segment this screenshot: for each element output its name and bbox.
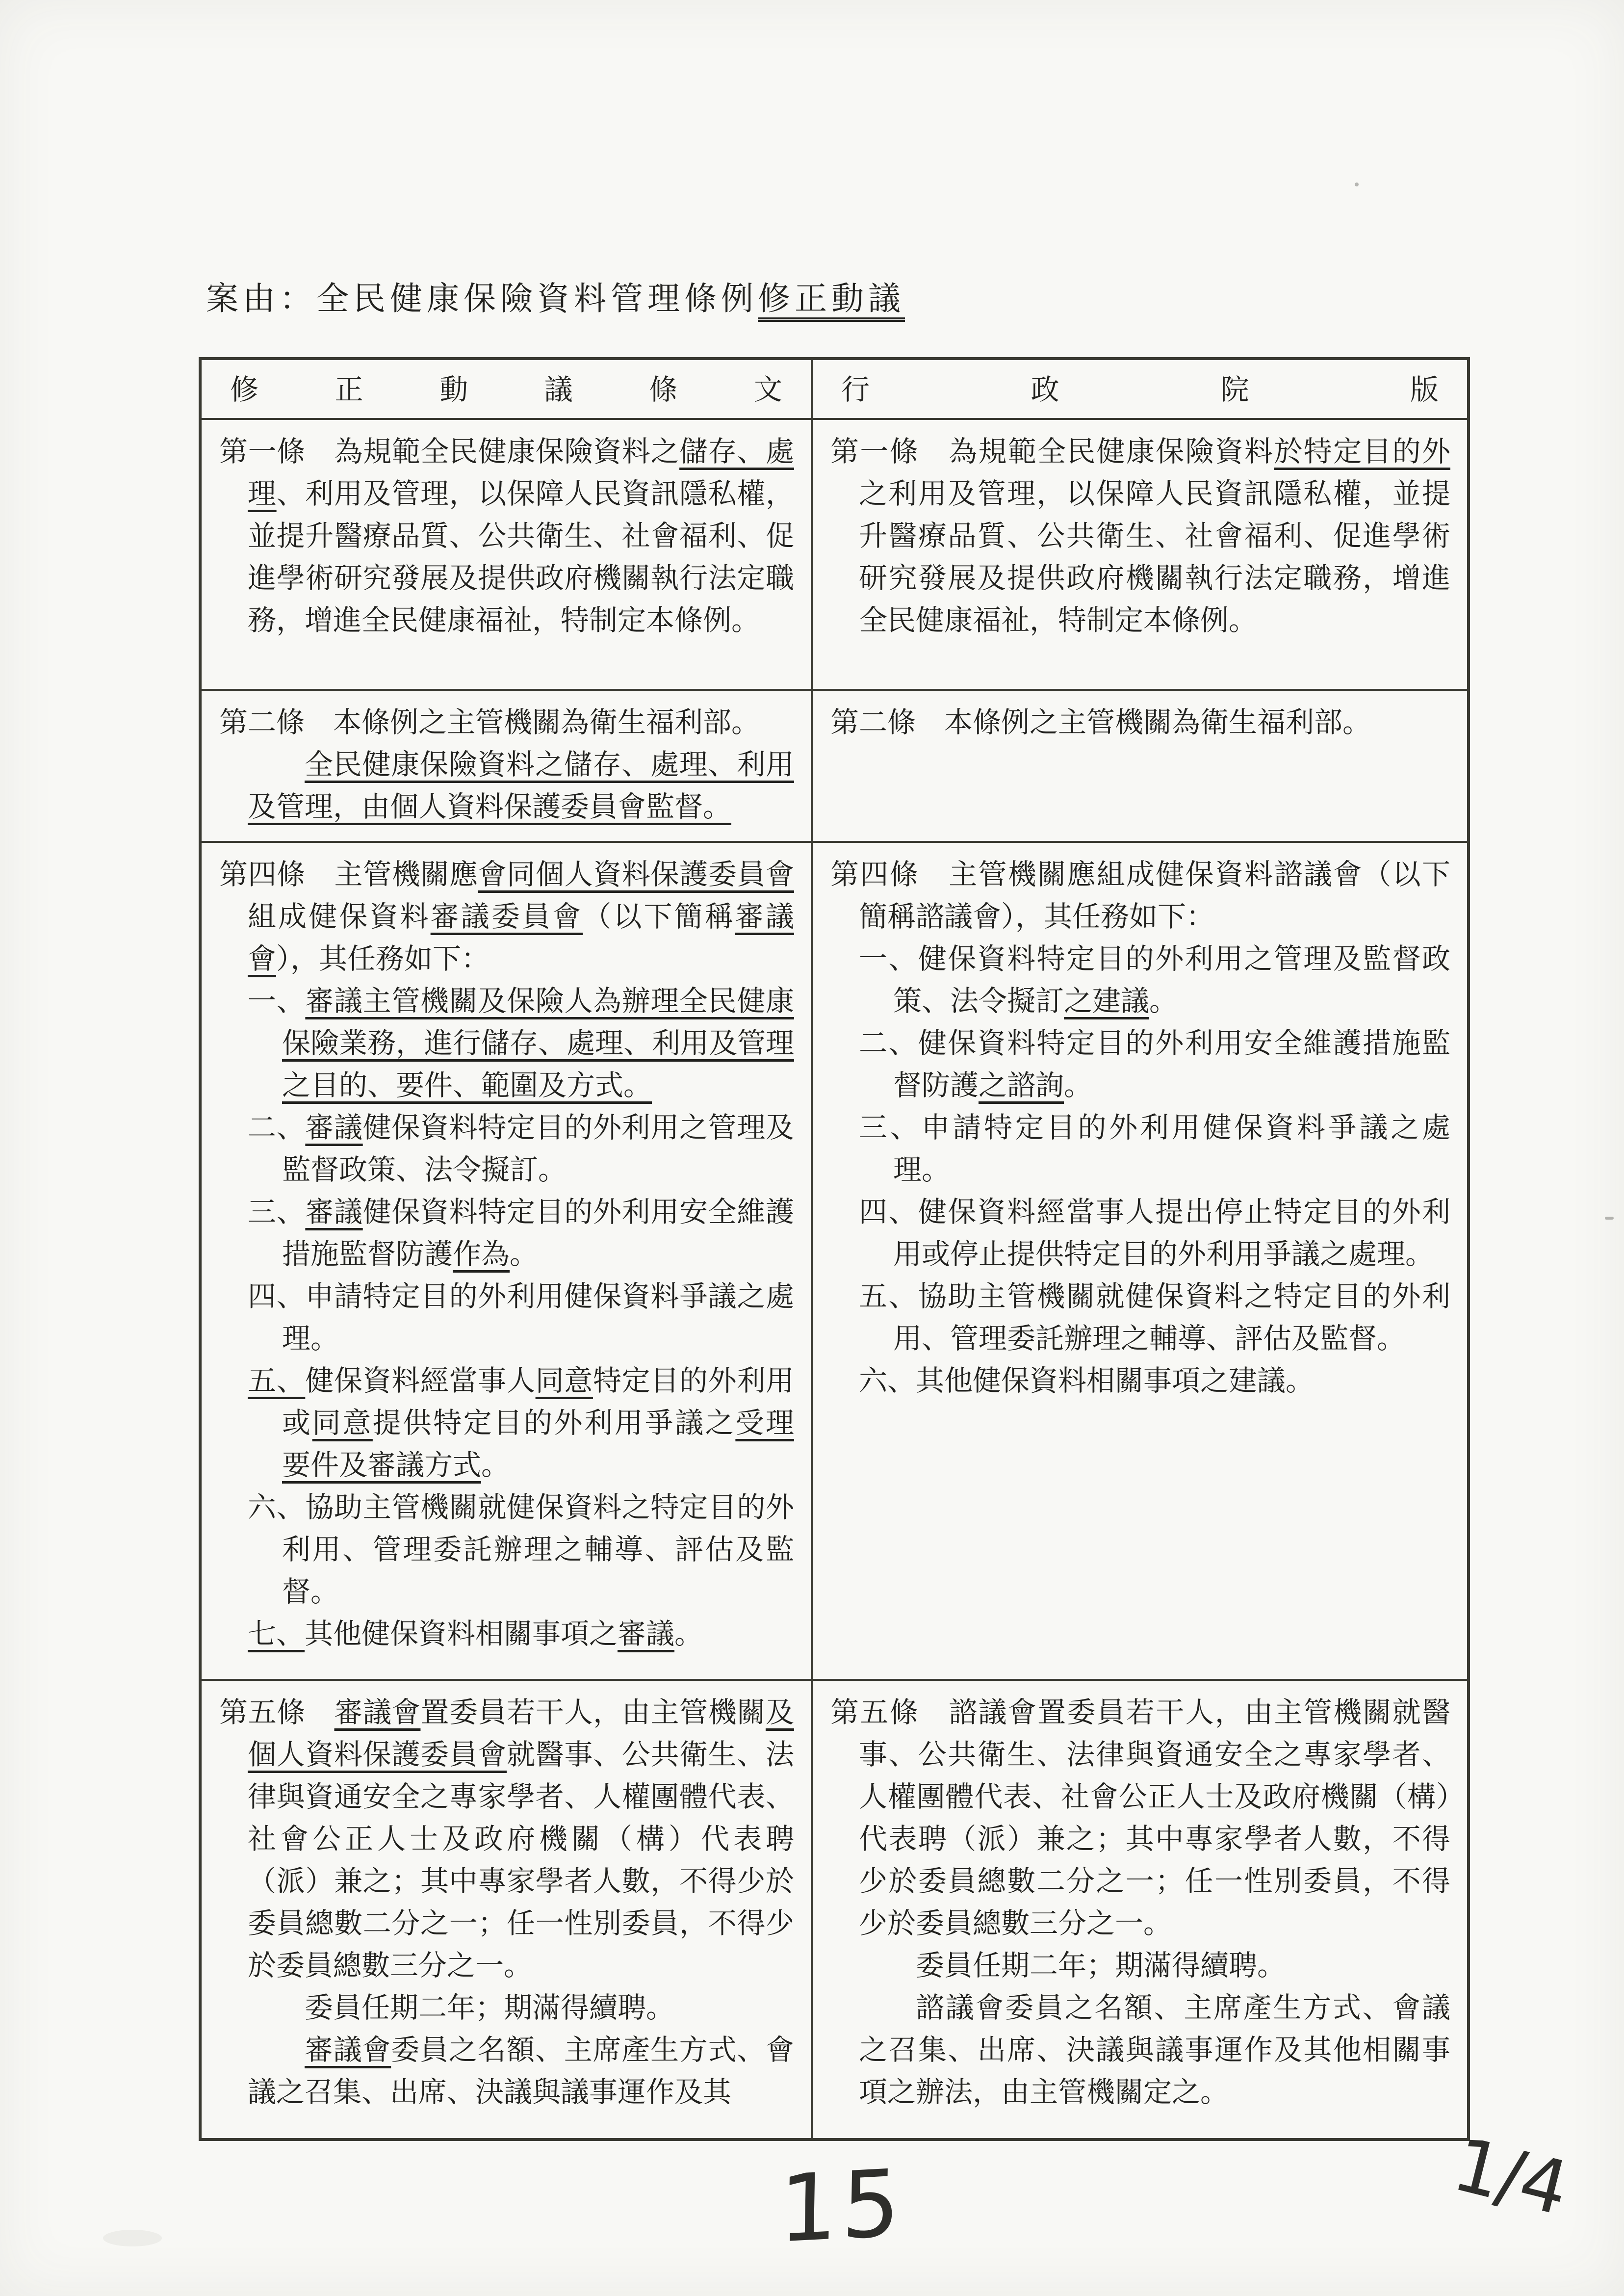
- text-segment: 第二條 本條例之主管機關為衛生福利部。: [830, 706, 1371, 738]
- paragraph: [219, 1276, 794, 1360]
- text-segment: 四、申請特定目的外利用健保資料爭議之處理。: [248, 1280, 794, 1355]
- text-segment: 二、健保資料特定目的外利用安全維護措施監督防護: [859, 1027, 1450, 1101]
- amendment-article-5-cell: [202, 1681, 813, 2138]
- paragraph: [219, 431, 794, 642]
- column-header-executive-version: 行政院版: [841, 374, 1439, 406]
- paragraph: [830, 854, 1450, 938]
- underlined-text-segment: 儲存、處理: [248, 436, 794, 510]
- paragraph: [830, 1107, 1450, 1191]
- text-segment: 三、: [248, 1196, 306, 1228]
- text-segment: 組成健保資料: [248, 901, 431, 933]
- underlined-text-segment: 之諮詢: [979, 1070, 1064, 1101]
- text-segment: 二、: [248, 1112, 306, 1144]
- underlined-text-segment: 審議委員會: [430, 901, 583, 933]
- paragraph: [830, 1022, 1450, 1107]
- paragraph: [219, 854, 794, 980]
- text-segment: 第一條 為規範全民健康保險資料之: [219, 436, 680, 468]
- underlined-text-segment: 審議主管機關及保險人為辦理全民健康保險業務，進行儲存、處理、利用及管理之目的、要件、範圍及方式。: [282, 985, 795, 1101]
- paragraph: [219, 1692, 794, 1987]
- text-segment: 提供特定目的外利用爭議之: [372, 1407, 736, 1439]
- text-segment: 委員任期二年；期滿得續聘。: [305, 1992, 675, 2024]
- text-segment: 第四條 主管機關應組成健保資料諮議會（以下簡稱諮議會），其任務如下：: [830, 859, 1450, 933]
- handwritten-page-number: 15: [778, 2149, 905, 2264]
- text-segment: 委員任期二年；期滿得續聘。: [916, 1950, 1286, 1982]
- paragraph: [219, 2029, 794, 2113]
- underlined-text-segment: 全民健康保險資料之儲存、處理、利用及管理，由個人資料保護委員會監督。: [248, 749, 794, 823]
- underlined-text-segment: 審議會: [248, 901, 794, 975]
- underlined-text-segment: 審議: [618, 1618, 675, 1650]
- executive-article-5-cell: [813, 1681, 1467, 2138]
- text-segment: 。: [481, 1449, 510, 1481]
- paragraph: [219, 702, 794, 744]
- executive-article-1-cell: [813, 420, 1467, 689]
- paragraph: [830, 1987, 1450, 2113]
- underlined-text-segment: 於特定目的外: [1274, 436, 1450, 468]
- paragraph: [219, 1613, 794, 1655]
- text-segment: ），其任務如下：: [276, 943, 490, 975]
- underlined-text-segment: 審議: [305, 1196, 363, 1228]
- text-segment: 置委員若干人，由主管機關: [420, 1696, 766, 1728]
- scan-speck: [1355, 183, 1359, 186]
- text-segment: 之利用及管理，以保障人民資訊隱私權，並提升醫療品質、公共衛生、社會福利、促進學術研究發展及提供政府機關執行法定職務，增進全民健康福祉，特制定本條例。: [859, 478, 1450, 636]
- scan-smudge: [103, 2230, 162, 2246]
- amendment-article-4-cell: [202, 843, 813, 1679]
- underlined-text-segment: 五、: [248, 1365, 306, 1397]
- text-segment: 四、健保資料經當事人提出停止特定目的外利用或停止提供特定目的外利用爭議之處理。: [859, 1196, 1450, 1270]
- text-segment: 。: [1149, 985, 1178, 1017]
- underlined-text-segment: 審議: [305, 1112, 363, 1144]
- paragraph: [219, 1107, 794, 1191]
- column-header-amendment-text: 修正動議條文: [202, 360, 813, 418]
- amendment-article-1-cell: [202, 420, 813, 689]
- text-segment: 。: [1064, 1070, 1093, 1101]
- comparison-table: [199, 357, 1470, 2141]
- underlined-text-segment: 會同個人資料保護委員會: [478, 859, 794, 890]
- text-segment: 第一條 為規範全民健康保險資料: [830, 436, 1274, 468]
- scan-speck: [1605, 1217, 1614, 1220]
- paragraph: [830, 431, 1450, 642]
- paragraph: [219, 1360, 794, 1487]
- paragraph: [219, 1987, 794, 2029]
- table-header-row: [202, 360, 1467, 418]
- paragraph: [830, 1360, 1450, 1402]
- underlined-text-segment: 之建議: [1064, 985, 1150, 1017]
- title-underlined-text: 修正動議: [758, 281, 905, 317]
- paragraph: [830, 702, 1450, 744]
- text-segment: 一、健保資料特定目的外利用之管理及監督政策、法令擬訂: [859, 943, 1450, 1017]
- underlined-text-segment: 受理要件及審議方式: [282, 1407, 794, 1481]
- paragraph: [830, 1191, 1450, 1276]
- underlined-text-segment: 同意: [312, 1407, 373, 1439]
- table-row-article-5: [202, 1679, 1467, 2138]
- paragraph: [830, 1276, 1450, 1360]
- text-segment: 三、申請特定目的外利用健保資料爭議之處理。: [859, 1112, 1450, 1186]
- text-segment: 第五條: [219, 1696, 335, 1728]
- underlined-text-segment: 七、: [248, 1618, 305, 1650]
- text-segment: （以下簡稱: [583, 901, 735, 933]
- paragraph: [219, 1487, 794, 1613]
- text-segment: 就醫事、公共衛生、法律與資通安全之專家學者、人權團體代表、社會公正人士及政府機關（構）代表聘（派）兼之；其中專家學者人數，不得少於委員總數二分之一；任一性別委員，不得少於委員總數三分之一。: [248, 1739, 794, 1982]
- table-row-article-1: [202, 418, 1467, 689]
- paragraph: [830, 1692, 1450, 1945]
- underlined-text-segment: 及個人資料保護委員會: [248, 1696, 794, 1771]
- executive-article-2-cell: [813, 691, 1467, 841]
- paragraph: [830, 1945, 1450, 1987]
- text-segment: 六、其他健保資料相關事項之建議。: [859, 1365, 1315, 1397]
- text-segment: 五、協助主管機關就健保資料之特定目的外利用、管理委託辦理之輔導、評估及監督。: [859, 1280, 1450, 1355]
- underlined-text-segment: 審議會: [305, 2034, 391, 2066]
- text-segment: 。: [510, 1238, 539, 1270]
- executive-article-4-cell: [813, 843, 1467, 1679]
- text-segment: 六、協助主管機關就健保資料之特定目的外利用、管理委託辦理之輔導、評估及監督。: [248, 1491, 794, 1608]
- amendment-article-2-cell: [202, 691, 813, 841]
- page-title: [206, 272, 905, 319]
- text-segment: 第五條 諮議會置委員若干人，由主管機關就醫事、公共衛生、法律與資通安全之專家學者、人權團體代表、社會公正人士及政府機關（構）代表聘（派）兼之；其中專家學者人數，不得少於委員總數二分之一；任一性別委員，不得少於委員總數三分之一。: [830, 1696, 1450, 1939]
- title-text: 案由：全民健康保險資料管理條例: [206, 281, 758, 317]
- underlined-text-segment: 同意: [535, 1365, 593, 1397]
- underlined-text-segment: 作為: [453, 1238, 510, 1270]
- handwritten-sheet-fraction: 1/4: [1444, 2121, 1575, 2232]
- table-row-article-2: [202, 689, 1467, 841]
- text-segment: 第四條 主管機關應: [219, 859, 478, 890]
- underlined-text-segment: 審議會: [334, 1696, 421, 1728]
- text-segment: 一、: [248, 985, 306, 1017]
- text-segment: 。: [674, 1618, 703, 1650]
- paragraph: [219, 980, 794, 1107]
- text-segment: 委員之名額、主席產生方式、會議之召集、出席、決議與議事運作及其: [248, 2034, 794, 2108]
- paragraph: [830, 938, 1450, 1022]
- paragraph: [219, 744, 794, 828]
- text-segment: 健保資料特定目的外利用安全維護措施監督防護: [282, 1196, 794, 1270]
- text-segment: 健保資料經當事人: [305, 1365, 536, 1397]
- text-segment: 健保資料特定目的外利用之管理及監督政策、法令擬訂。: [282, 1112, 794, 1186]
- text-segment: 特定目的外利用或: [282, 1365, 794, 1439]
- table-row-article-4: [202, 841, 1467, 1679]
- text-segment: 其他健保資料相關事項之: [305, 1618, 618, 1650]
- text-segment: 第二條 本條例之主管機關為衛生福利部。: [219, 706, 760, 738]
- text-segment: 諮議會委員之名額、主席產生方式、會議之召集、出席、決議與議事運作及其他相關事項之辦法，由主管機關定之。: [859, 1992, 1450, 2108]
- paragraph: [219, 1191, 794, 1276]
- text-segment: 、利用及管理，以保障人民資訊隱私權，並提升醫療品質、公共衛生、社會福利、促進學術研究發展及提供政府機關執行法定職務，增進全民健康福祉，特制定本條例。: [248, 478, 794, 636]
